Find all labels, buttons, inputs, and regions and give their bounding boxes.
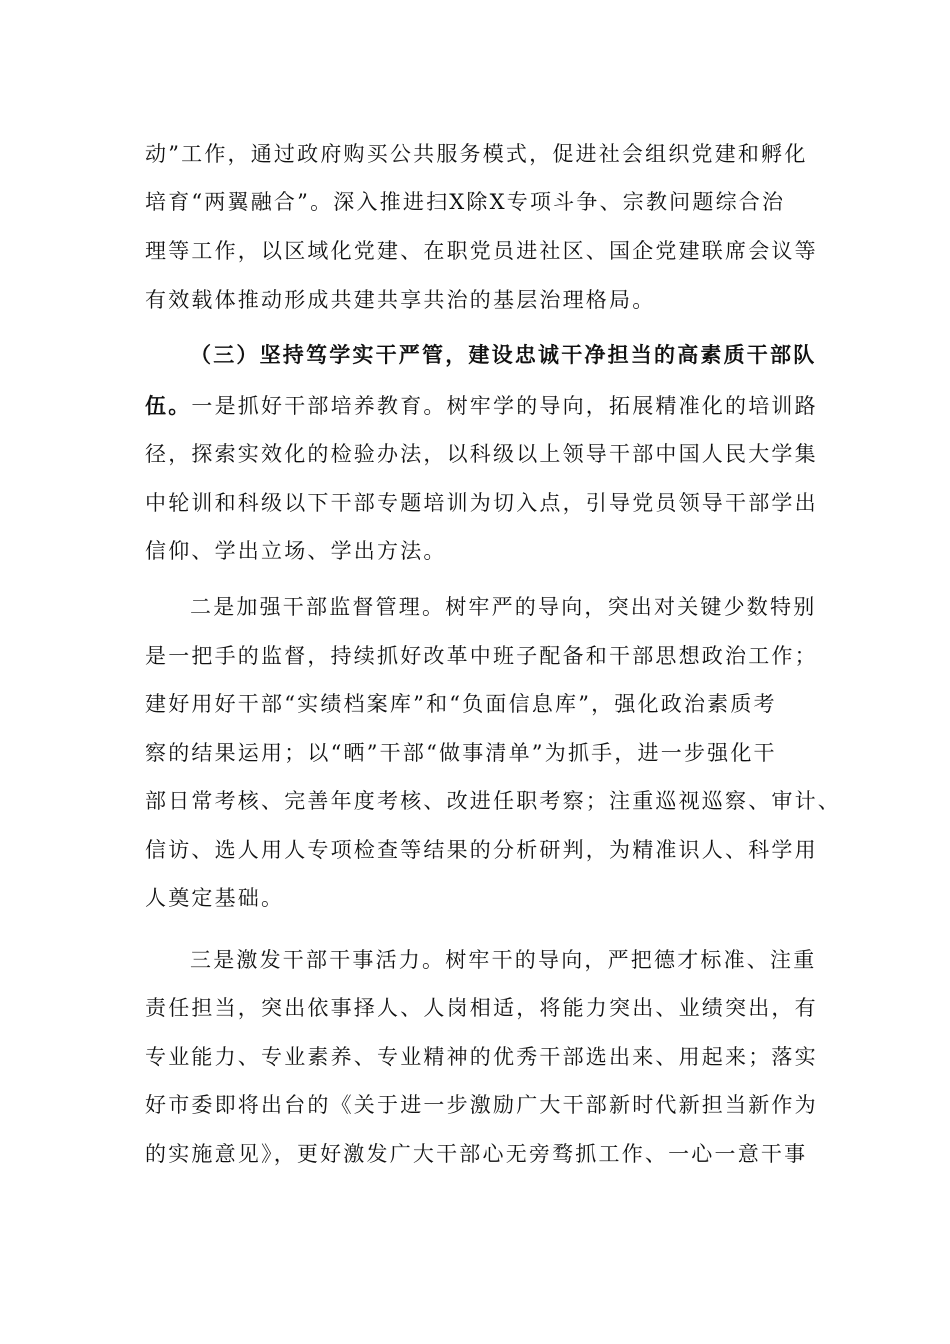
section-heading-text: （三）坚持笃学实干严管，建设忠诚干净担当的高素质干部队 — [190, 342, 817, 367]
paragraph-line: 是一把手的监督，持续抓好改革中班子配备和干部思想政治工作； — [145, 644, 818, 668]
paragraph-line: 中轮训和科级以下干部专题培训为切入点，引导党员领导干部学出 — [145, 491, 818, 515]
paragraph-line — [145, 392, 845, 420]
section-heading — [190, 341, 890, 369]
paragraph-line: 好市委即将出台的《关于进一步激励广大干部新时代新担当新作为 — [145, 1093, 818, 1117]
paragraph-line: 有效载体推动形成共建共享共治的基层治理格局。 — [145, 288, 656, 312]
paragraph-line: 二是加强干部监督管理。树牢严的导向，突出对关键少数特别 — [190, 595, 817, 619]
paragraph-line: 部日常考核、完善年度考核、改进任职考察；注重巡视巡察、审计、 — [145, 789, 841, 813]
paragraph-line: 信仰、学出立场、学出方法。 — [145, 539, 447, 563]
paragraph-line: 的实施意见》，更好激发广大干部心无旁骛抓工作、一心一意干事 — [145, 1142, 808, 1166]
paragraph-line: 培育“两翼融合”。深入推进扫X除X专项斗争、宗教问题综合治 — [145, 190, 786, 214]
paragraph-line: 理等工作，以区域化党建、在职党员进社区、国企党建联席会议等 — [145, 239, 818, 263]
paragraph-line: 察的结果运用；以“晒”干部“做事清单”为抓手，进一步强化干 — [145, 741, 777, 765]
paragraph-line: 信访、选人用人专项检查等结果的分析研判，为精准识人、科学用 — [145, 838, 818, 862]
paragraph-line: 三是激发干部干事活力。树牢干的导向，严把德才标准、注重 — [190, 948, 817, 972]
paragraph-line: 建好用好干部“实绩档案库”和“负面信息库”，强化政治素质考 — [145, 692, 777, 716]
paragraph-line: 专业能力、专业素养、专业精神的优秀干部选出来、用起来；落实 — [145, 1045, 818, 1069]
paragraph-line: 责任担当，突出依事择人、人岗相适，将能力突出、业绩突出，有 — [145, 996, 818, 1020]
paragraph-line: 人奠定基础。 — [145, 886, 285, 910]
section-heading-tail: 伍。 — [145, 393, 192, 418]
paragraph-text: 一是抓好干部培养教育。树牢学的导向，拓展精准化的培训路 — [191, 394, 818, 418]
paragraph-line: 动”工作，通过政府购买公共服务模式，促进社会组织党建和孵化 — [145, 142, 808, 166]
paragraph-line: 径，探索实效化的检验办法，以科级以上领导干部中国人民大学集 — [145, 442, 818, 466]
